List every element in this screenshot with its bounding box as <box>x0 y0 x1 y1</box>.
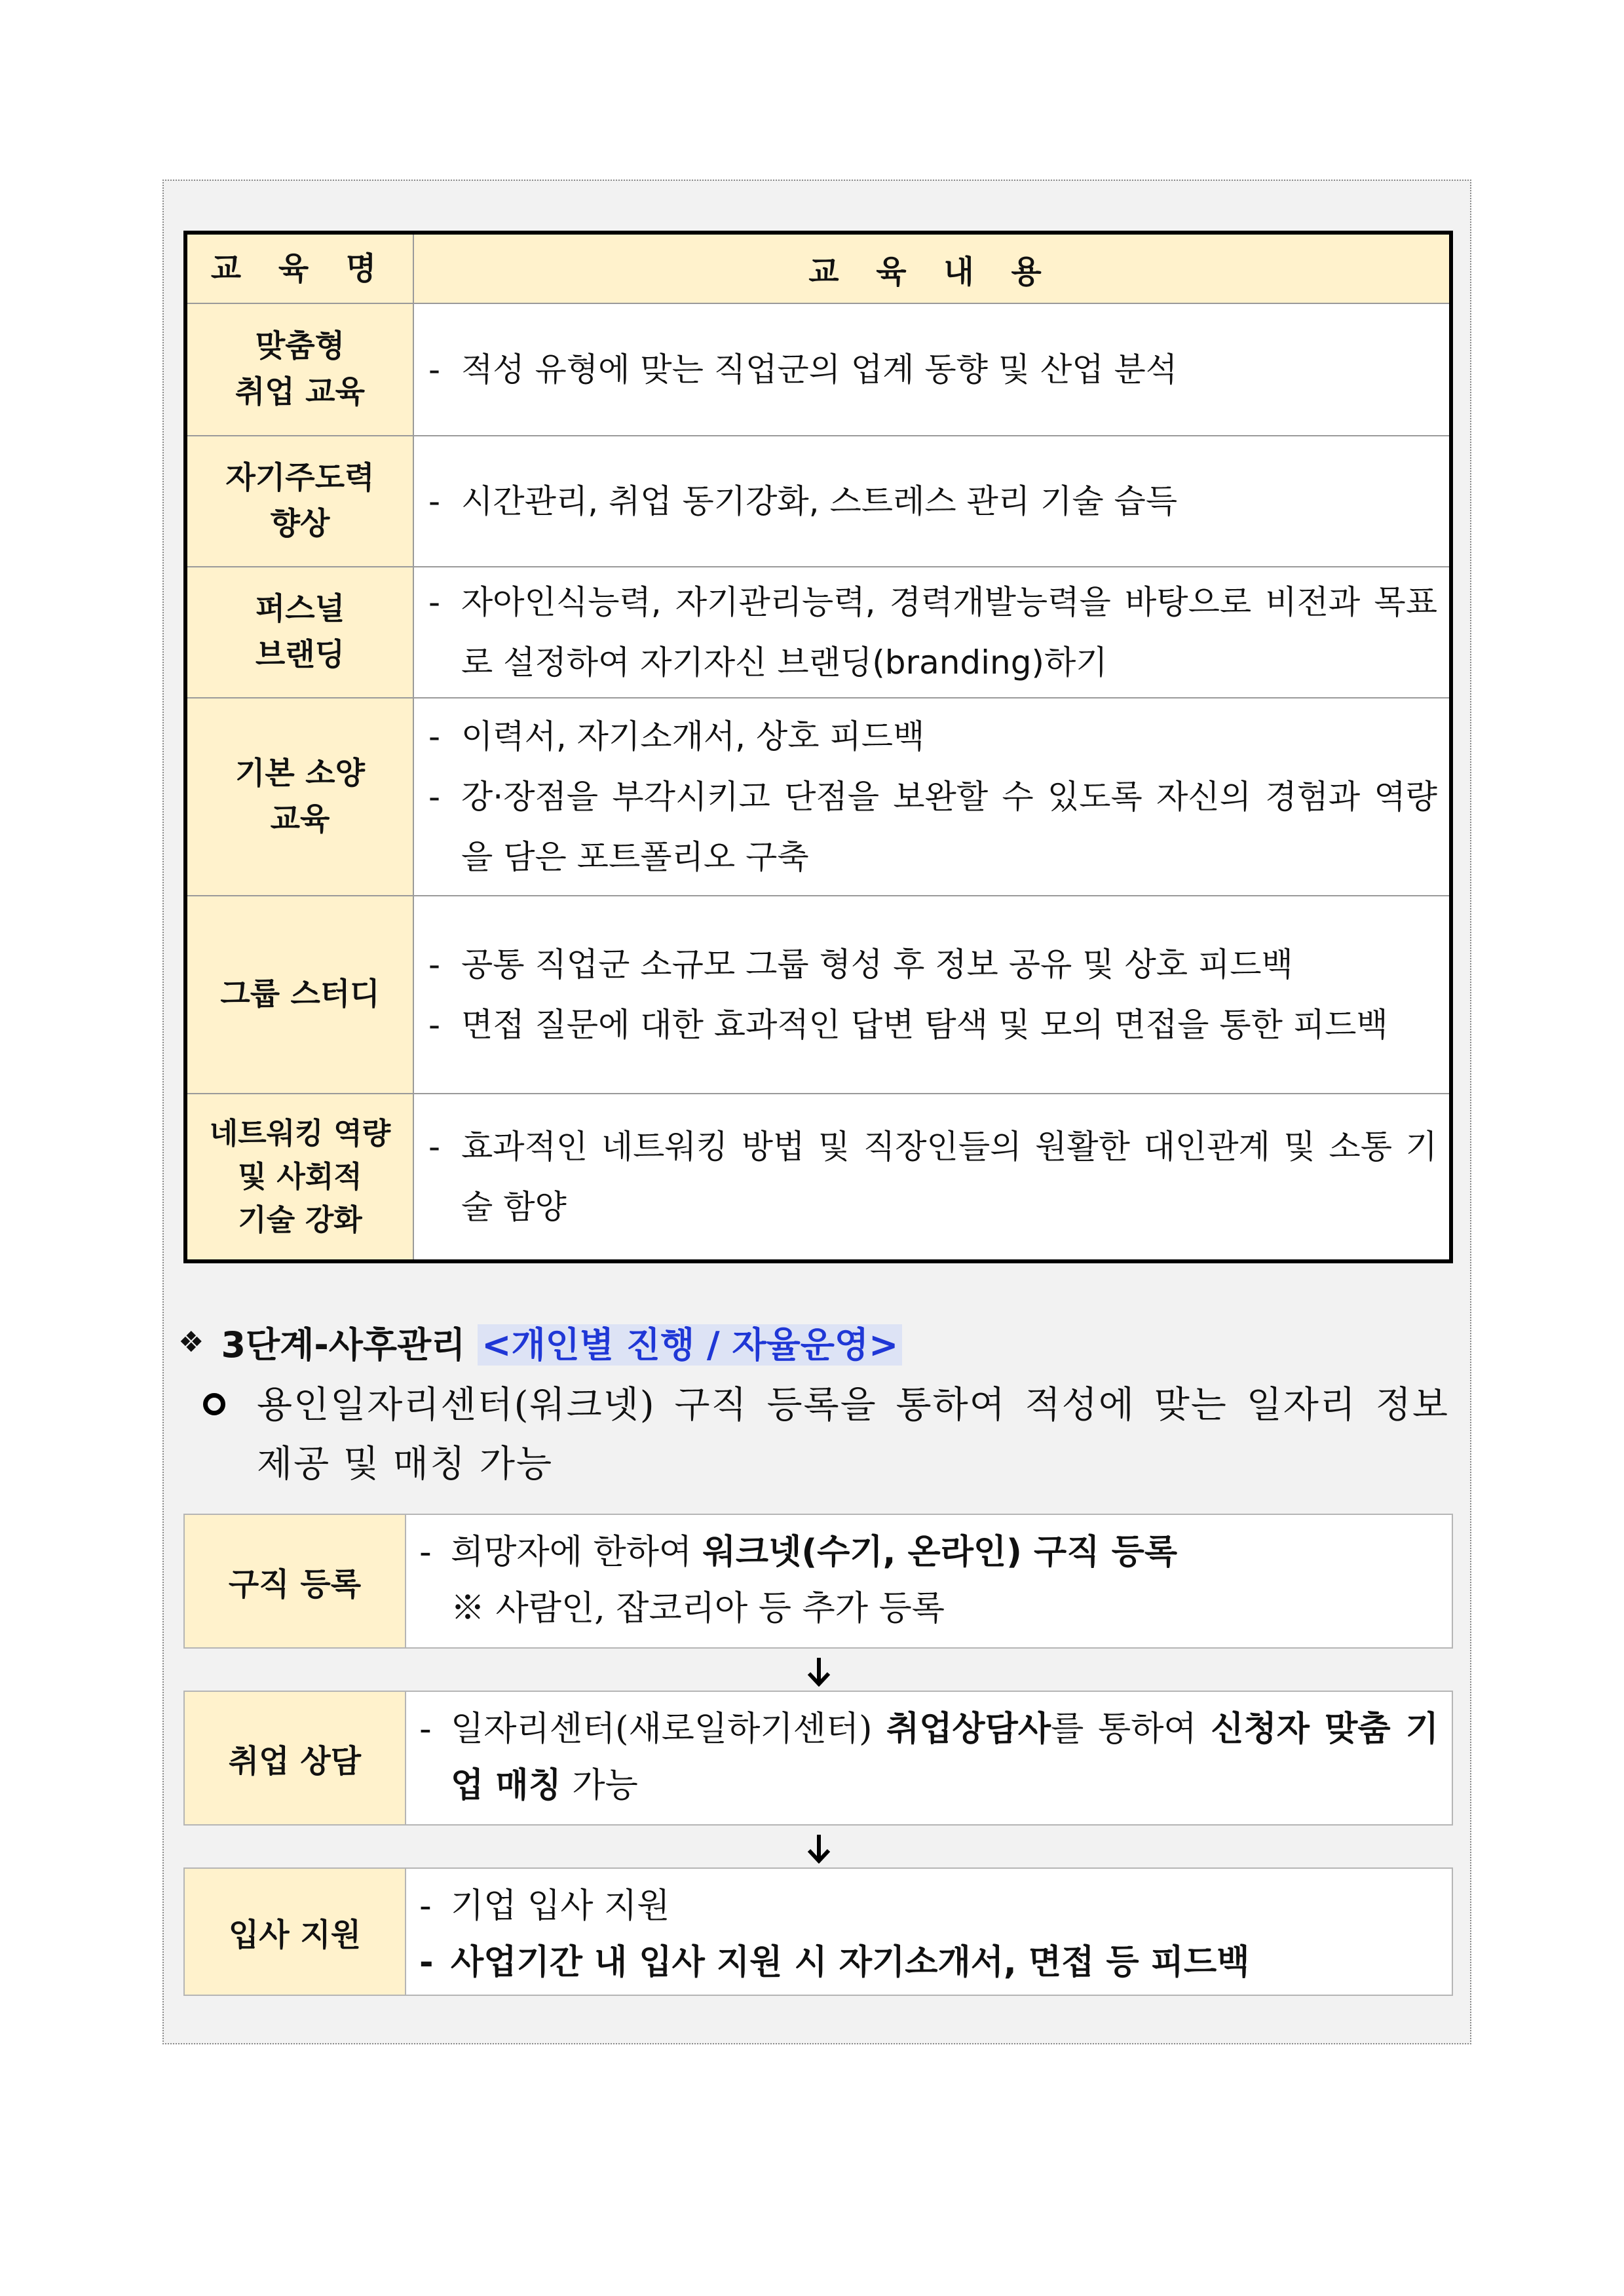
list-item: - 희망자에 한하여 워크넷(수기, 온라인) 구직 등록 <box>419 1533 1178 1572</box>
table-row <box>185 436 1451 567</box>
step-label: 입사 지원 <box>185 1869 406 1995</box>
table-row <box>185 896 1451 1094</box>
row-content <box>413 567 1451 698</box>
row-content <box>413 436 1451 567</box>
step-label: 구직 등록 <box>185 1515 406 1647</box>
list-item: - 사업기간 내 입사 지원 시 자기소개서, 면접 등 피드백 <box>419 1943 1250 1982</box>
row-name: 자기주도력 향상 <box>185 436 413 567</box>
list-item: - 자아인식능력, 자기관리능력, 경력개발능력을 바탕으로 비전과 목표로 설정하여 자기자신 브랜딩(branding)하기 <box>428 583 1437 681</box>
list-item: - 기업 입사 지원 <box>419 1886 670 1926</box>
row-name: 퍼스널 브랜딩 <box>185 567 413 698</box>
down-arrow-icon <box>806 1833 832 1864</box>
row-content <box>413 698 1451 896</box>
section-paragraph: 용인일자리센터(워크넷) 구직 등록을 통하여 적성에 맞는 일자리 정보 제공 및 매칭 가능 <box>197 1376 1449 1494</box>
header-education-content: 교 육 내 용 <box>413 233 1451 303</box>
list-item: - 일자리센터(새로일하기센터) 취업상담사를 통하여 신청자 맞춤 기업 매칭 가능 <box>419 1710 1439 1805</box>
flow-step-consultation <box>183 1691 1453 1826</box>
education-table <box>183 231 1453 1263</box>
row-name: 기본 소양 교육 <box>185 698 413 896</box>
list-item: - 강·장점을 부각시키고 단점을 보완할 수 있도록 자신의 경험과 역량을 담은 포트폴리오 구축 <box>428 778 1437 876</box>
section-heading <box>178 1317 902 1368</box>
section-title: 3단계-사후관리 <개인별 진행 / 자율운영> <box>221 1317 902 1368</box>
table-row <box>185 698 1451 896</box>
flow-step-application <box>183 1867 1453 1996</box>
table-row <box>185 567 1451 698</box>
header-education-name: 교 육 명 <box>185 233 413 303</box>
ring-bullet-icon <box>203 1393 225 1415</box>
list-item: - 효과적인 네트워킹 방법 및 직장인들의 원활한 대인관계 및 소통 기술 함양 <box>428 1128 1437 1226</box>
flow-step-registration <box>183 1514 1453 1649</box>
row-name: 맞춤형 취업 교육 <box>185 303 413 436</box>
table-header-row <box>185 233 1451 303</box>
table-row <box>185 1094 1451 1261</box>
step-label: 취업 상담 <box>185 1692 406 1824</box>
list-item: - 공통 직업군 소규모 그룹 형성 후 정보 공유 및 상호 피드백 <box>428 946 1293 984</box>
table-row <box>185 303 1451 436</box>
list-item: - 시간관리, 취업 동기강화, 스트레스 관리 기술 습득 <box>428 482 1178 520</box>
row-content <box>413 896 1451 1094</box>
row-name: 네트워킹 역량 및 사회적 기술 강화 <box>185 1094 413 1261</box>
step-body <box>406 1692 1452 1824</box>
list-item: - 면접 질문에 대한 효과적인 답변 탐색 및 모의 면접을 통한 피드백 <box>428 1006 1388 1044</box>
section-highlight: <개인별 진행 / 자율운영> <box>478 1324 902 1366</box>
step-body <box>406 1515 1452 1647</box>
row-content <box>413 303 1451 436</box>
row-name: 그룹 스터디 <box>185 896 413 1094</box>
list-item: - 이력서, 자기소개서, 상호 피드백 <box>428 718 925 756</box>
row-content <box>413 1094 1451 1261</box>
diamond-bullet-icon: ❖ <box>178 1326 204 1359</box>
list-item: - 적성 유형에 맞는 직업군의 업계 동향 및 산업 분석 <box>428 351 1178 389</box>
down-arrow-icon <box>806 1656 832 1687</box>
list-item: ※ 사람인, 잡코리아 등 추가 등록 <box>451 1589 945 1628</box>
step-body <box>406 1869 1452 1995</box>
